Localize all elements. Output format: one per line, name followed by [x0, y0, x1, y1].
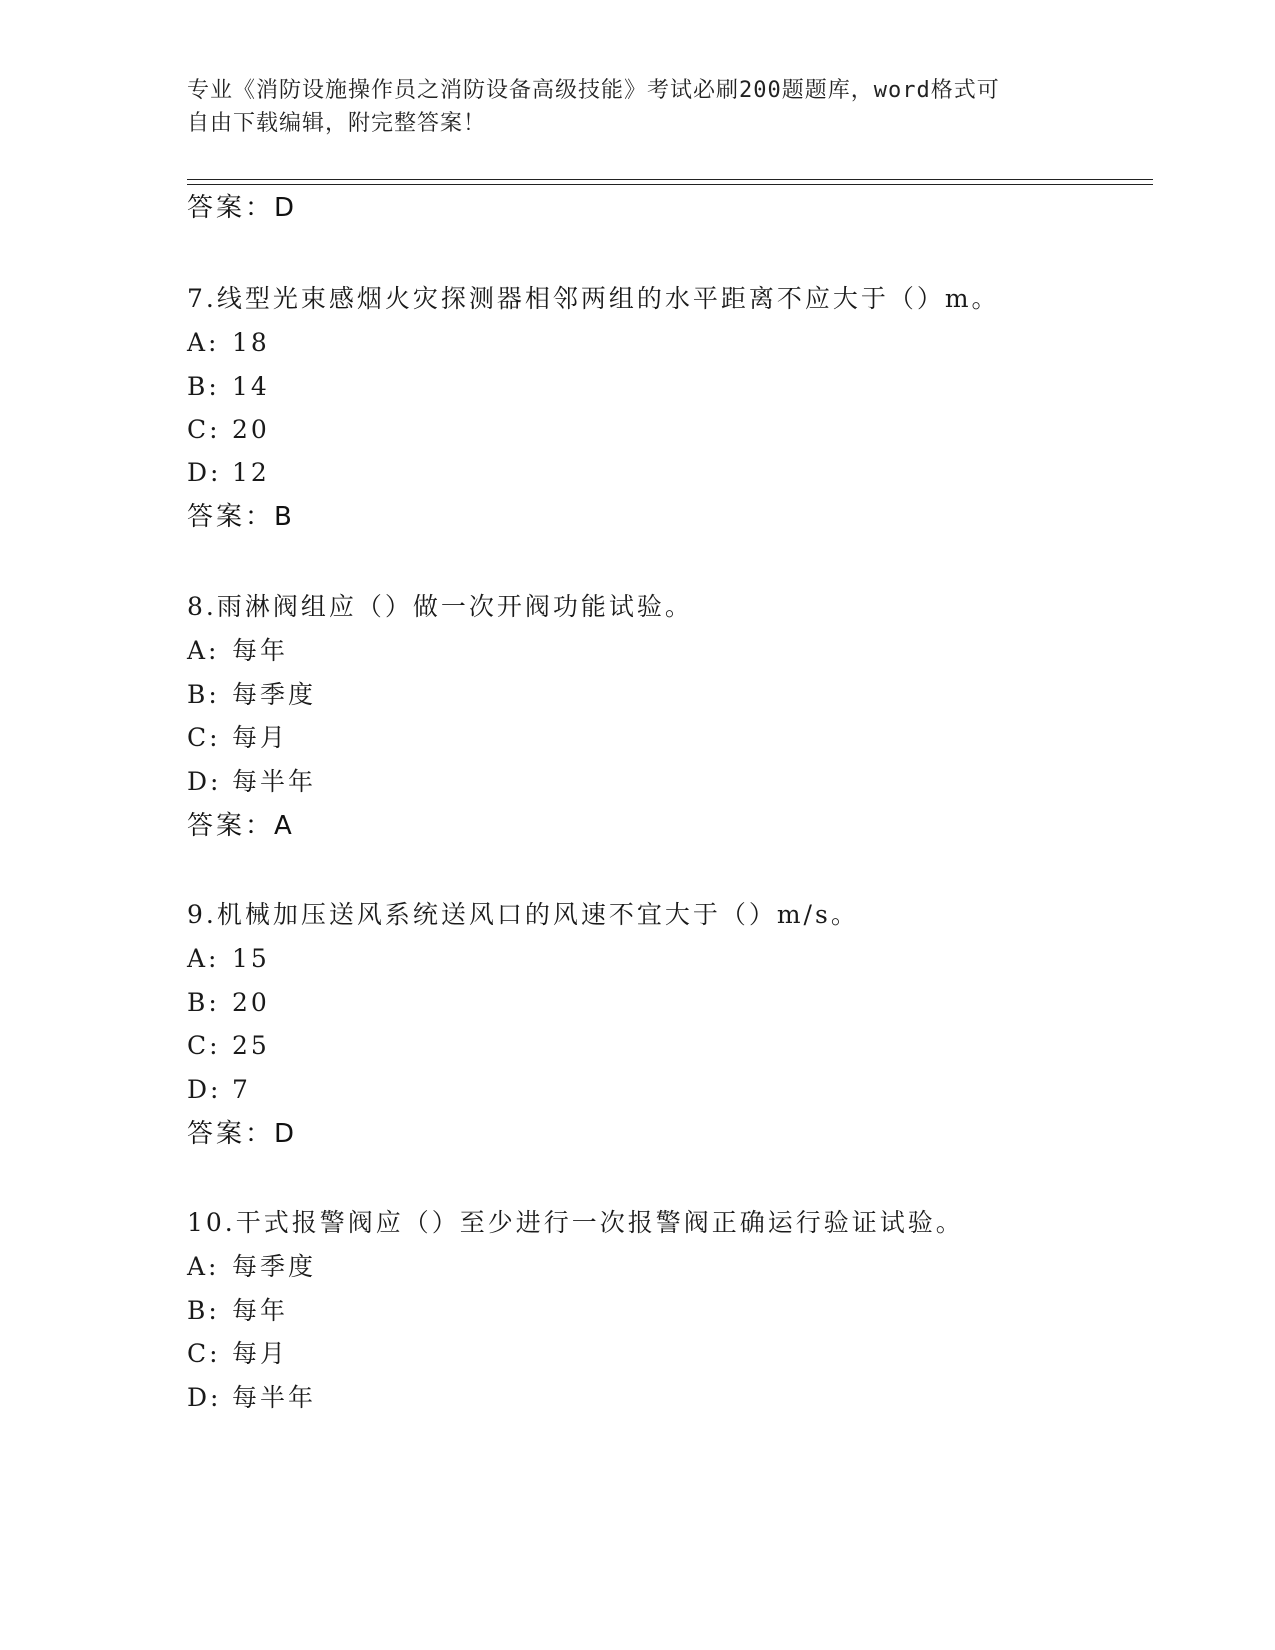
question-7-option-c — [187, 415, 270, 445]
question-7-option-b — [187, 372, 270, 402]
option-letter: A: — [187, 1252, 220, 1281]
option-letter: D: — [187, 458, 222, 487]
option-text: 每季度 — [232, 1252, 317, 1281]
option-text: 每半年 — [232, 767, 317, 796]
answer-q6: 答案：D — [187, 193, 298, 223]
option-letter: B: — [187, 372, 220, 401]
question-9-option-a — [187, 944, 270, 974]
option-letter: D: — [187, 1383, 222, 1412]
option-text: 每月 — [232, 1339, 289, 1368]
question-9-stem: 9.机械加压送风系统送风口的风速不宜大于（）m/s。 — [187, 900, 859, 929]
question-10-option-b — [187, 1296, 288, 1326]
option-text: 20 — [232, 988, 270, 1017]
question-9-option-c — [187, 1031, 270, 1061]
option-text: 7 — [232, 1075, 251, 1104]
question-8-option-b — [187, 680, 316, 710]
question-8-stem: 8.雨淋阀组应（）做一次开阀功能试验。 — [187, 592, 693, 621]
question-10-option-a — [187, 1252, 316, 1282]
option-text: 12 — [232, 458, 270, 487]
option-letter: A: — [187, 636, 220, 665]
option-letter: C: — [187, 415, 221, 444]
option-letter: B: — [187, 680, 220, 709]
question-9-option-b — [187, 988, 270, 1018]
option-letter: D: — [187, 1075, 222, 1104]
option-letter: C: — [187, 1031, 221, 1060]
question-10-stem: 10.干式报警阀应（）至少进行一次报警阀正确运行验证试验。 — [187, 1208, 964, 1237]
option-text: 25 — [232, 1031, 270, 1060]
option-letter: B: — [187, 1296, 220, 1325]
option-text: 每季度 — [232, 680, 317, 709]
option-letter: A: — [187, 328, 220, 357]
question-8-option-d — [187, 767, 316, 797]
question-10-option-c — [187, 1339, 288, 1369]
option-letter: D: — [187, 767, 222, 796]
option-text: 20 — [232, 415, 270, 444]
option-letter: A: — [187, 944, 220, 973]
answer-q8: 答案：A — [187, 811, 295, 841]
question-7-option-a — [187, 328, 270, 358]
option-text: 每月 — [232, 723, 289, 752]
header-line-1: 专业《消防设施操作员之消防设备高级技能》考试必刷200题题库，word格式可 — [187, 78, 1000, 103]
answer-q9: 答案：D — [187, 1119, 298, 1149]
option-letter: C: — [187, 723, 221, 752]
header-rule-bottom — [187, 184, 1153, 185]
header-rule-top — [187, 179, 1153, 180]
question-9-option-d — [187, 1075, 251, 1105]
question-8-option-c — [187, 723, 288, 753]
option-text: 18 — [232, 328, 270, 357]
option-letter: C: — [187, 1339, 221, 1368]
document-header — [187, 74, 1067, 140]
header-line-2: 自由下载编辑，附完整答案！ — [187, 111, 487, 136]
question-10-option-d — [187, 1383, 316, 1413]
option-text: 每年 — [232, 636, 289, 665]
option-text: 14 — [232, 372, 270, 401]
question-7-option-d — [187, 458, 270, 488]
answer-q7: 答案：B — [187, 502, 295, 532]
option-letter: B: — [187, 988, 220, 1017]
option-text: 15 — [232, 944, 270, 973]
option-text: 每半年 — [232, 1383, 317, 1412]
option-text: 每年 — [232, 1296, 289, 1325]
question-7-stem: 7.线型光束感烟火灾探测器相邻两组的水平距离不应大于（）m。 — [187, 284, 1000, 313]
question-8-option-a — [187, 636, 288, 666]
